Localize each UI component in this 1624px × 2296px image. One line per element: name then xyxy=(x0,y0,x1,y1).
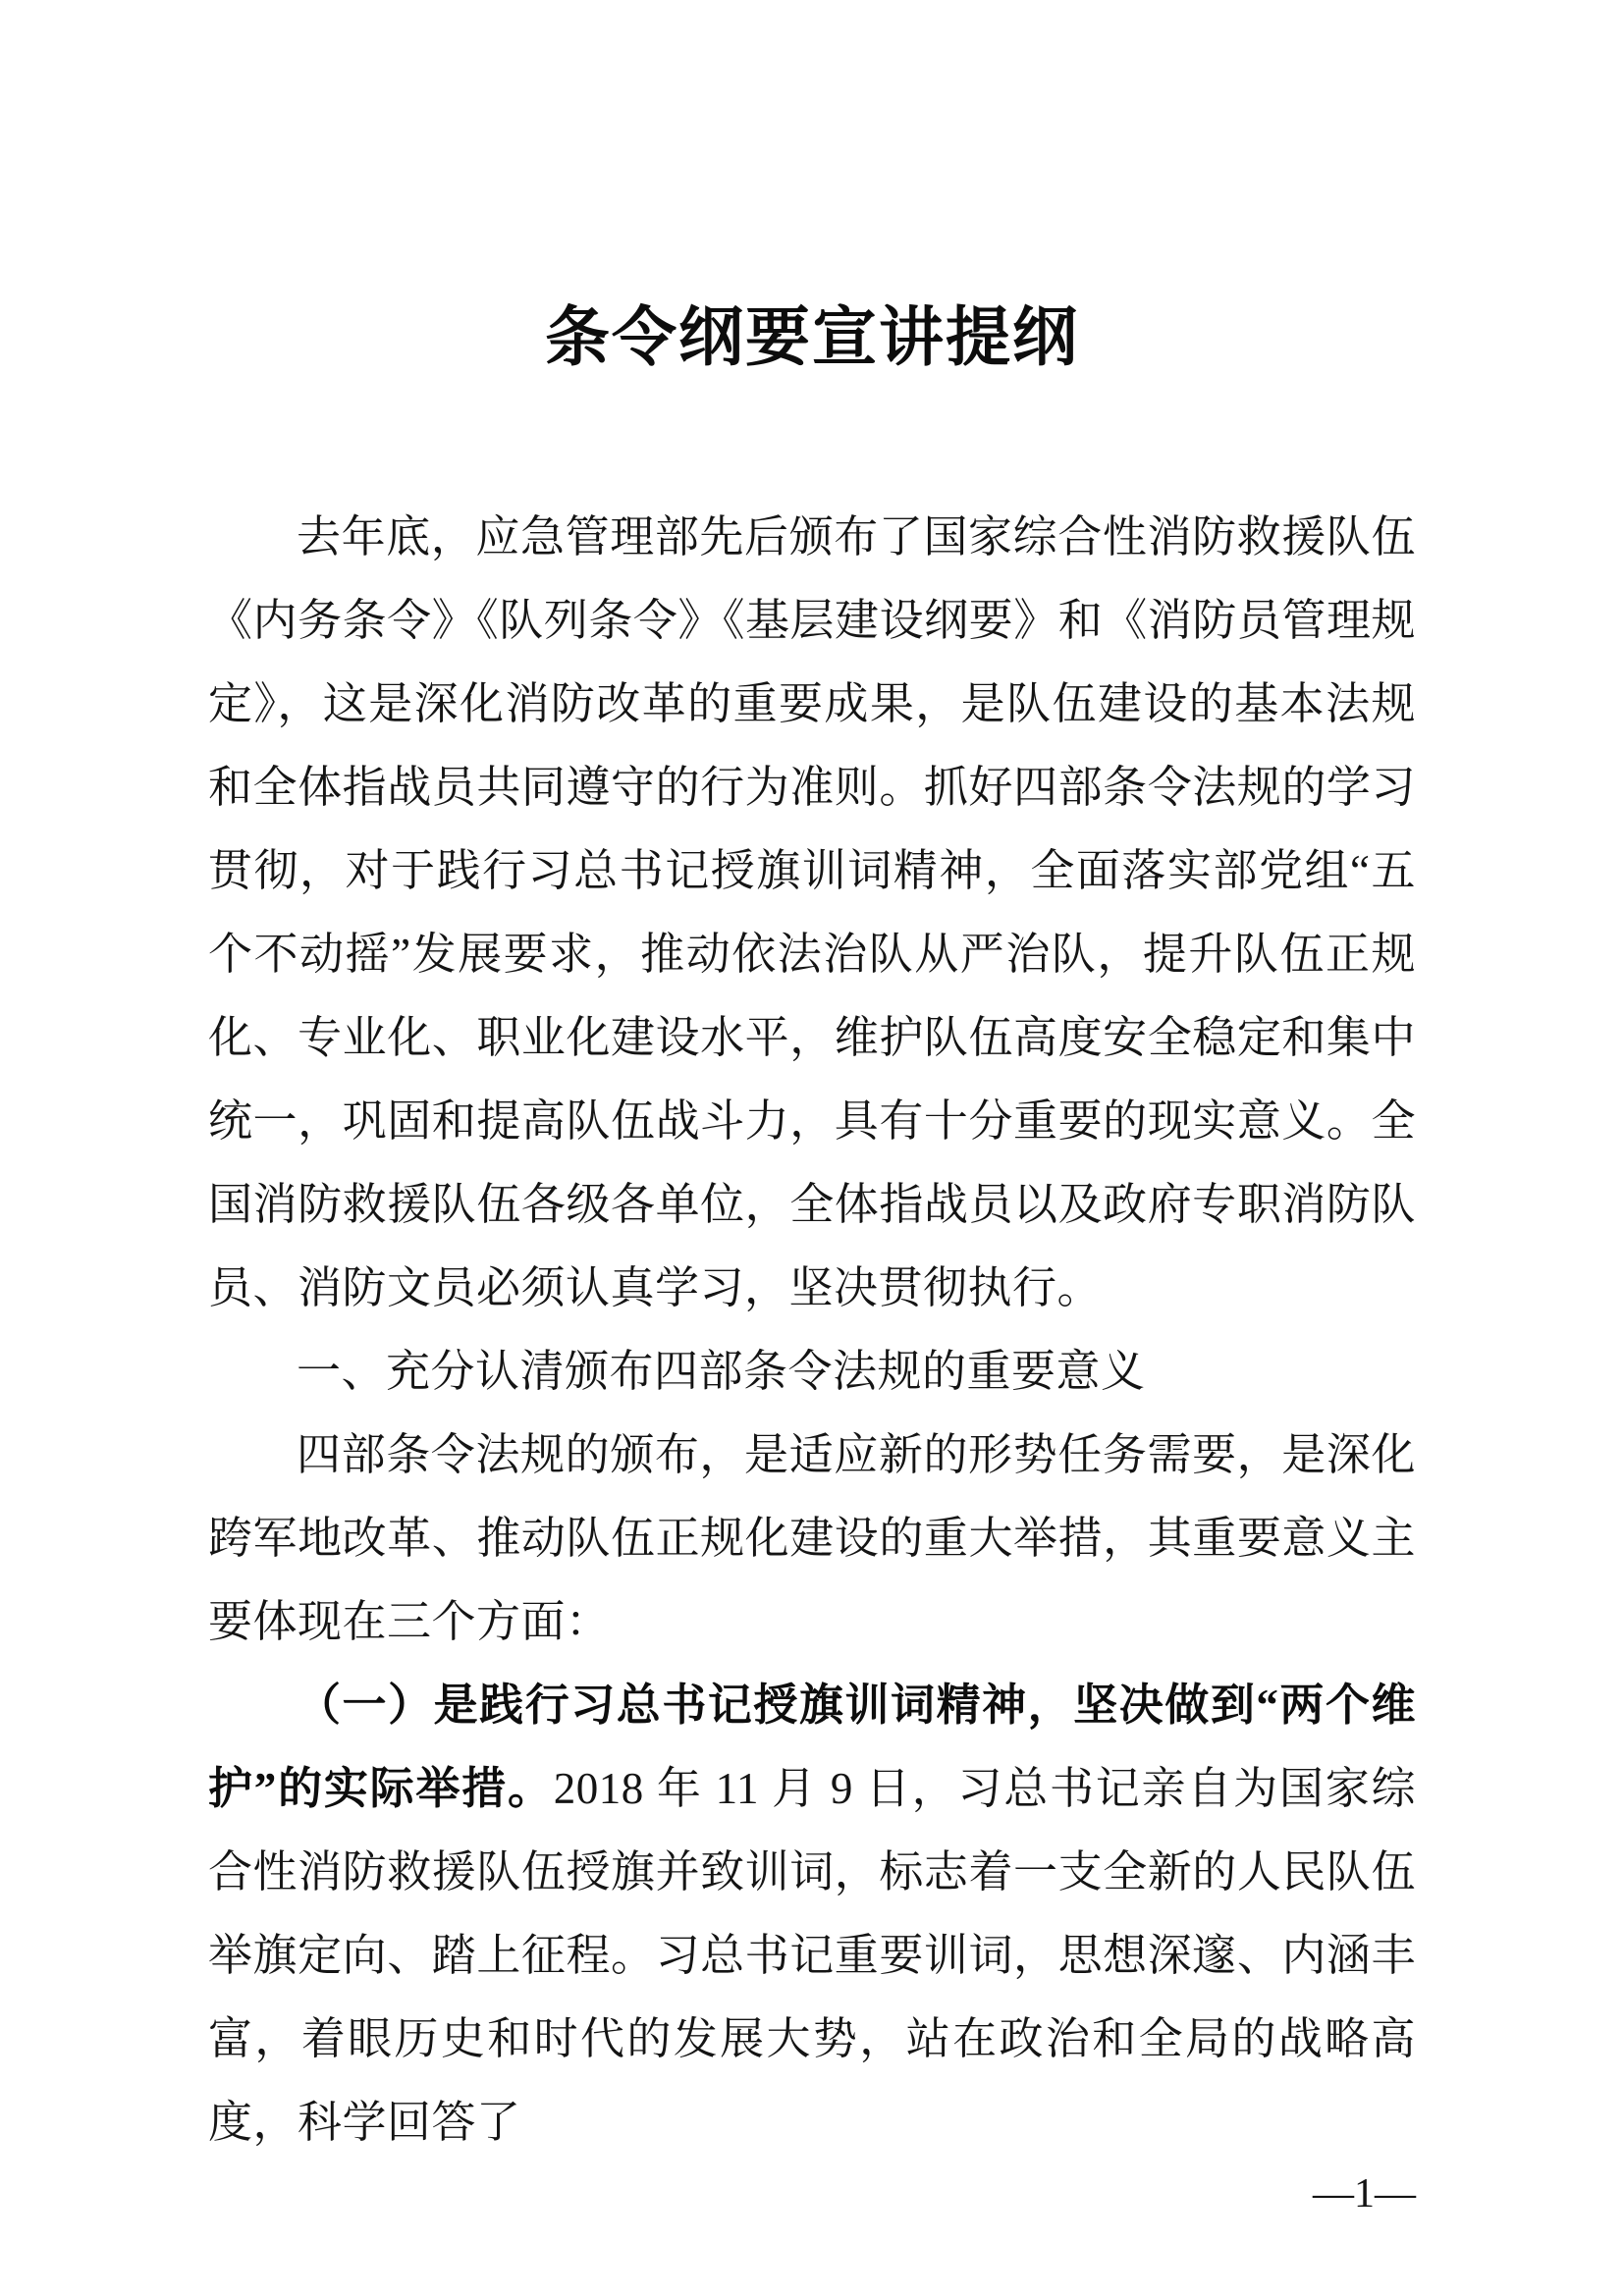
paragraph-sub1 xyxy=(208,1664,1416,2164)
paragraph-section1-lead: 四部条令法规的颁布，是适应新的形势任务需要，是深化跨军地改革、推动队伍正规化建设的重大举措，其重要意义主要体现在三个方面： xyxy=(208,1430,1416,1646)
document-content xyxy=(208,0,1416,2164)
sub1-bold-lead: （一）是践行习总书记授旗训词精神，坚决做到“两个维护”的实际举措。 xyxy=(208,1681,1416,1813)
section-heading-1: 一、充分认清颁布四部条令法规的重要意义 xyxy=(297,1347,1146,1396)
sub1-body-text: 2018 年 11 月 9 日，习总书记亲自为国家综合性消防救援队伍授旗并致训词，标志着一支全新的人民队伍举旗定向、踏上征程。习总书记重要训词，思想深邃、内涵丰富，着眼历史和时代的发展大势，站在政治和全局的战略高度，科学回答了 xyxy=(208,1764,1416,2147)
page-number: —1— xyxy=(1313,2171,1416,2216)
paragraph-intro: 去年底，应急管理部先后颁布了国家综合性消防救援队伍《内务条令》《队列条令》《基层建设纲要》和《消防员管理规定》，这是深化消防改革的重要成果，是队伍建设的基本法规和全体指战员共同遵守的行为准则。抓好四部条令法规的学习贯彻，对于践行习总书记授旗训词精神，全面落实部党组“五个不动摇”发展要求，推动依法治队从严治队，提升队伍正规化、专业化、职业化建设水平，维护队伍高度安全稳定和集中统一，巩固和提高队伍战斗力，具有十分重要的现实意义。全国消防救援队伍各级各单位，全体指战员以及政府专职消防队员、消防文员必须认真学习，坚决贯彻执行。 xyxy=(208,512,1416,1312)
document-title: 条令纲要宣讲提纲 xyxy=(545,302,1079,374)
document-body xyxy=(208,496,1416,2164)
